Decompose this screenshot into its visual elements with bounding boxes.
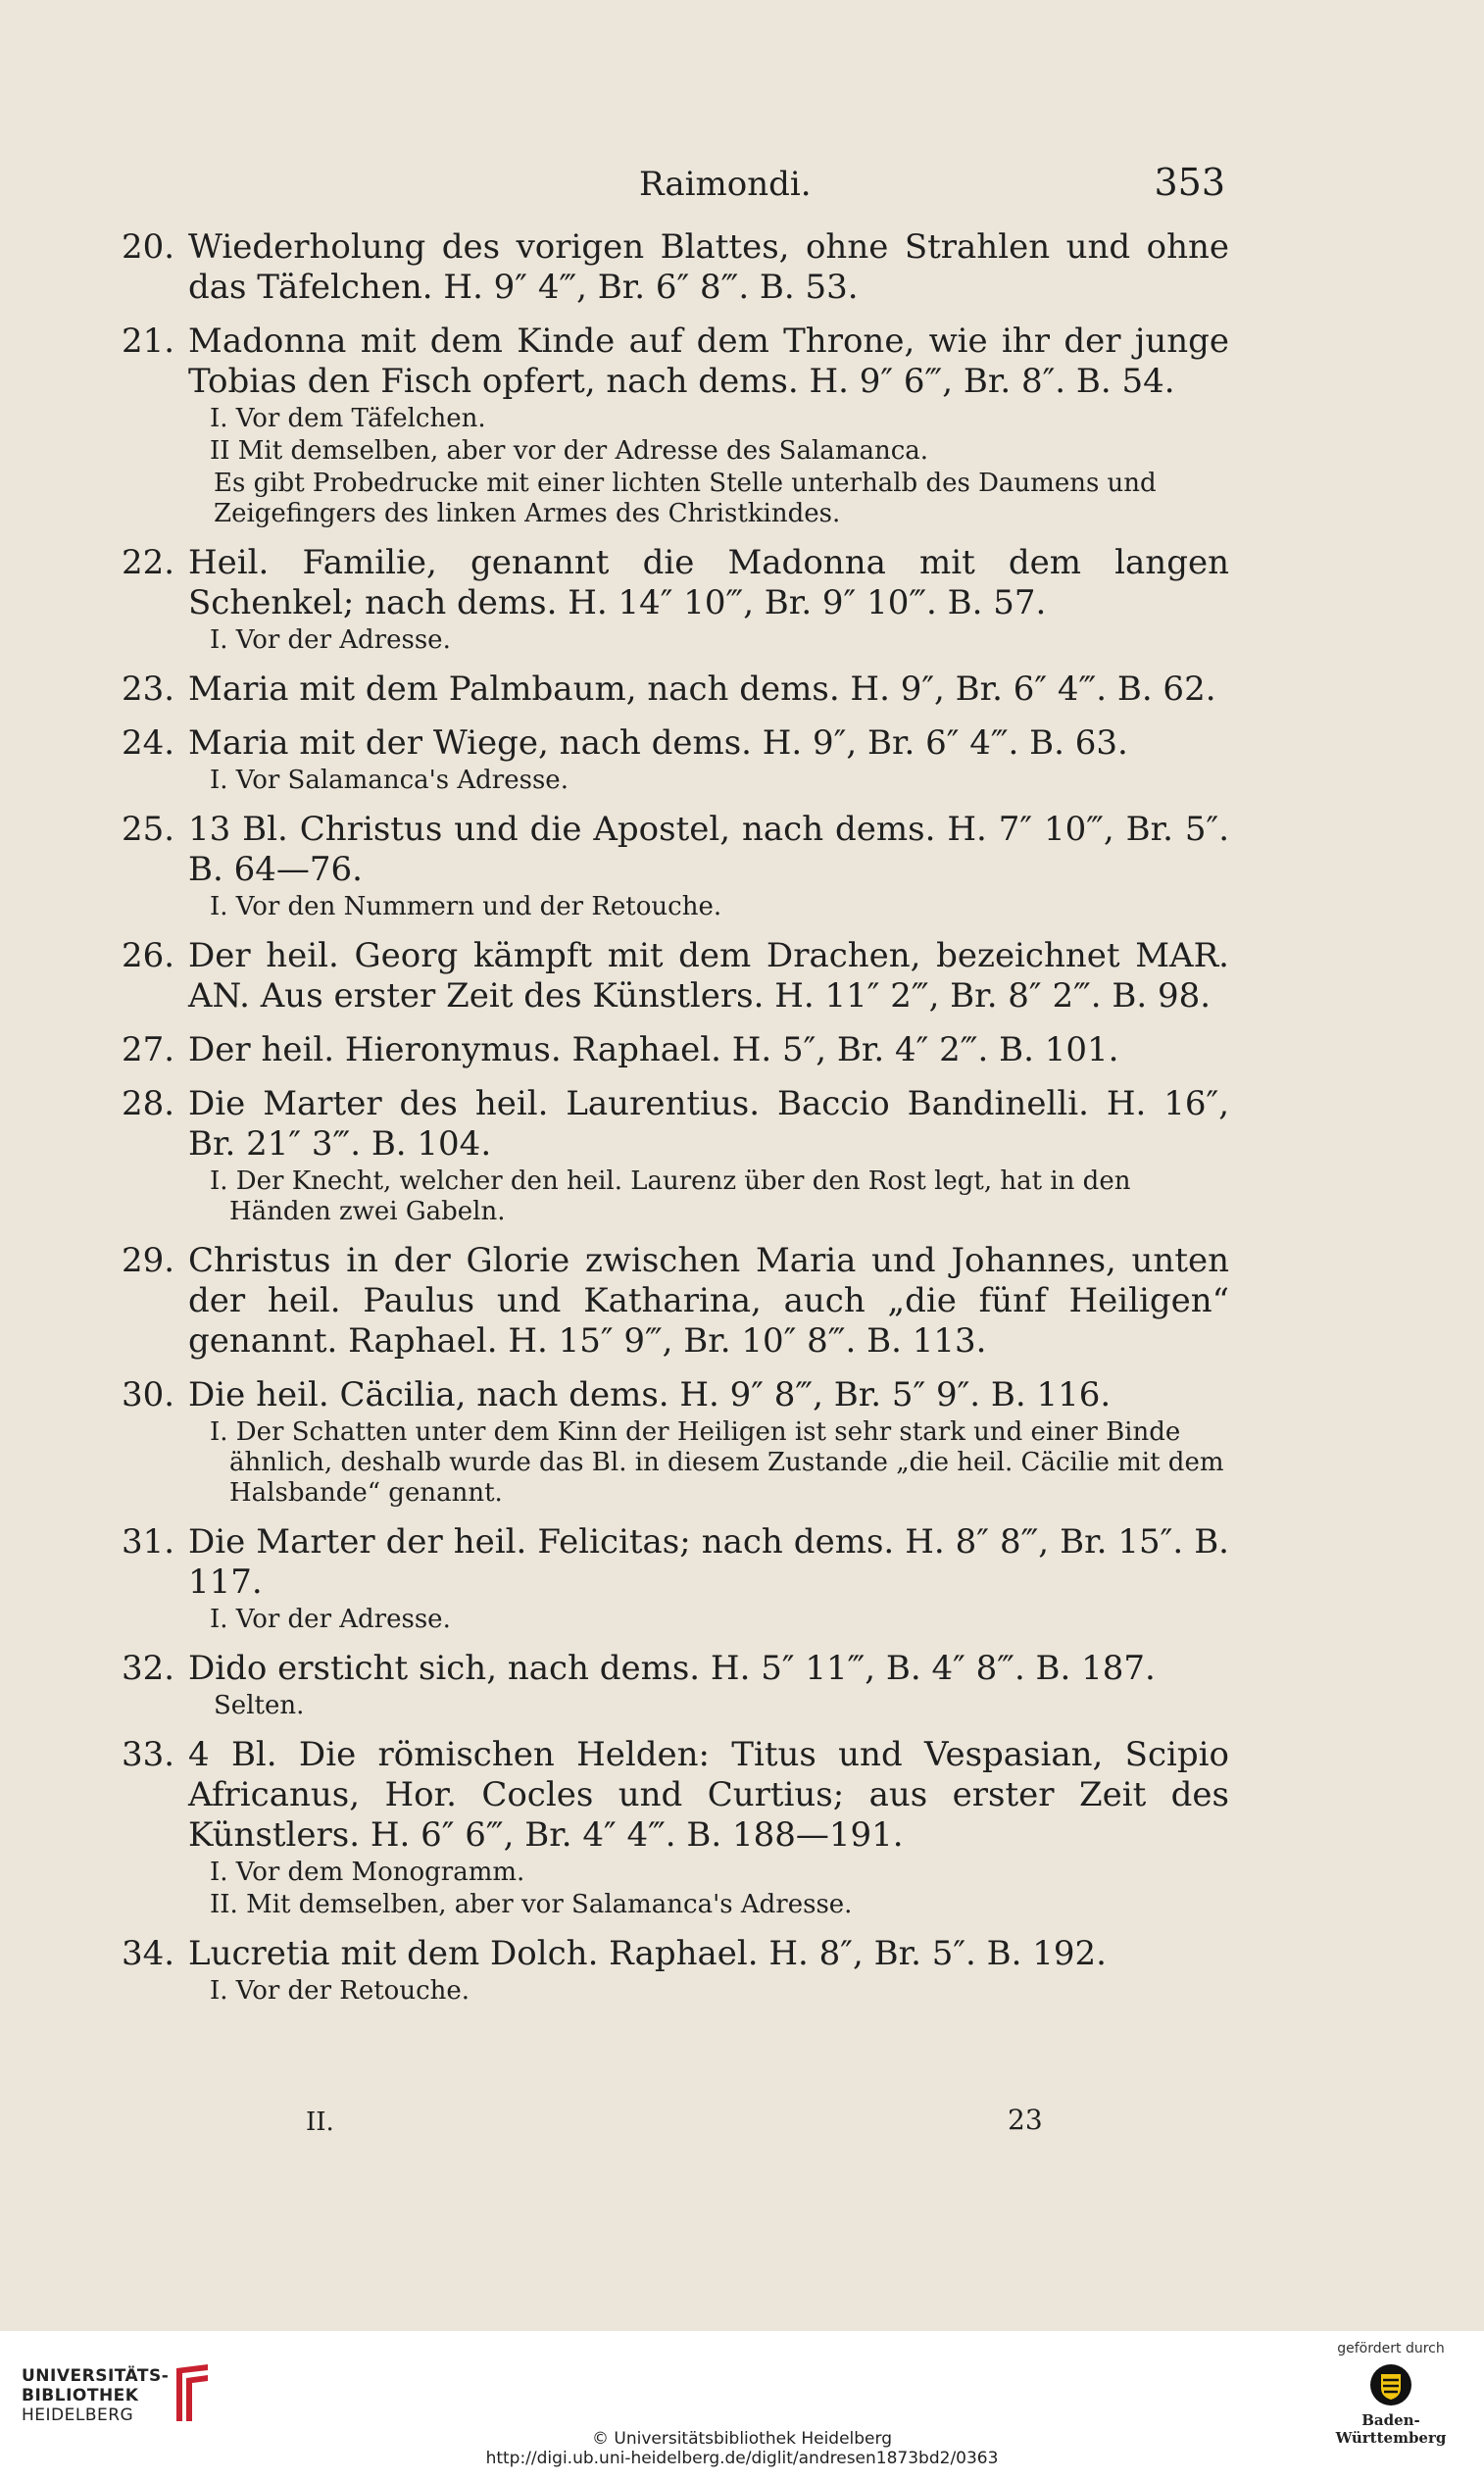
catalog-entry [122, 936, 1229, 1017]
page-header [0, 155, 1484, 214]
entry-note: Es gibt Probedrucke mit einer lichten Stelle unterhalb des Daumens und Zeigefingers des linken Armes des Christkindes. [214, 469, 1157, 528]
catalog-entry [122, 1030, 1229, 1070]
entry-description: Die heil. Cäcilia, nach dems. H. 9″ 8‴, Br. 5″ 9″. B. 116. [188, 1375, 1112, 1414]
entry-description: Die Marter der heil. Felicitas; nach dems. H. 8″ 8‴, Br. 15″. B. 117. [188, 1522, 1229, 1602]
baden-wuerttemberg-crest-icon [1368, 2362, 1413, 2407]
entry-number: 31. [122, 1522, 175, 1562]
catalog-entry [122, 322, 1229, 529]
entry-text [122, 1649, 1229, 1689]
entry-description: Wiederholung des vorigen Blattes, ohne Strahlen und ohne das Täfelchen. H. 9″ 4‴, Br. 6″ 8‴. B. 53. [188, 227, 1229, 307]
catalog-entry [122, 227, 1229, 308]
entry-number: 22. [122, 543, 175, 582]
entry-note: I. Vor der Adresse. [210, 625, 451, 655]
catalog-entries [122, 227, 1229, 2020]
library-name-line2: BIBLIOTHEK [22, 2386, 139, 2406]
entry-note: Selten. [214, 1691, 305, 1720]
entry-description: Dido ersticht sich, nach dems. H. 5″ 11‴, B. 4″ 8‴. B. 187. [188, 1649, 1156, 1688]
entry-note: I. Vor Salamanca's Adresse. [210, 766, 569, 795]
library-logo [22, 2366, 169, 2425]
entry-number: 24. [122, 723, 175, 763]
entry-text [122, 543, 1229, 623]
entry-text [122, 1735, 1229, 1856]
printer-signature: II. [306, 2108, 334, 2137]
entry-description: 13 Bl. Christus und die Apostel, nach dems. H. 7″ 10‴, Br. 5″. B. 64—76. [188, 810, 1229, 889]
copyright-block [0, 2429, 1484, 2468]
entry-number: 34. [122, 1934, 175, 1973]
entry-number: 27. [122, 1030, 175, 1069]
funding-label: gefördert durch [1337, 2341, 1445, 2356]
catalog-entry [122, 1649, 1229, 1721]
catalog-entry [122, 1934, 1229, 2007]
entry-text [122, 723, 1229, 764]
entry-note: I. Vor der Adresse. [210, 1605, 451, 1634]
library-mark-icon [173, 2360, 212, 2429]
funding-block [1317, 2341, 1464, 2447]
copyright-text: © Universitätsbibliothek Heidelberg [591, 2429, 892, 2449]
catalog-entry [122, 810, 1229, 922]
entry-text [122, 936, 1229, 1017]
funder-name: Baden-Württemberg [1335, 2411, 1447, 2447]
catalog-entry [122, 1084, 1229, 1227]
catalog-entry [122, 1241, 1229, 1362]
entry-number: 29. [122, 1241, 175, 1280]
entry-text [122, 1030, 1229, 1070]
library-name-line1: UNIVERSITÄTS- [22, 2366, 170, 2386]
entry-text [122, 670, 1229, 710]
entry-note: I. Der Knecht, welcher den heil. Laurenz über den Rost legt, hat in den Händen zwei Gabeln. [210, 1166, 1131, 1226]
entry-number: 21. [122, 322, 175, 361]
catalog-entry [122, 1522, 1229, 1635]
entry-description: Die Marter des heil. Laurentius. Baccio Bandinelli. H. 16″, Br. 21″ 3‴. B. 104. [188, 1084, 1229, 1164]
entry-text [122, 810, 1229, 890]
entry-description: Maria mit dem Palmbaum, nach dems. H. 9″, Br. 6″ 4‴. B. 62. [188, 670, 1216, 709]
entry-text [122, 1522, 1229, 1603]
entry-note: I. Vor dem Monogramm. [210, 1858, 525, 1887]
entry-number: 32. [122, 1649, 175, 1688]
entry-number: 26. [122, 936, 175, 975]
catalog-entry [122, 1375, 1229, 1509]
entry-number: 20. [122, 227, 175, 267]
entry-note: II Mit demselben, aber vor der Adresse des Salamanca. [210, 436, 929, 466]
library-name-line3: HEIDELBERG [22, 2406, 134, 2425]
entry-text [122, 1375, 1229, 1415]
entry-number: 30. [122, 1375, 175, 1414]
entry-description: Der heil. Georg kämpft mit dem Drachen, bezeichnet MAR. AN. Aus erster Zeit des Künstlers. H. 11″ 2‴, Br. 8″ 2‴. B. 98. [188, 936, 1229, 1016]
entry-text [122, 1241, 1229, 1362]
entry-number: 23. [122, 670, 175, 709]
running-title: Raimondi. [639, 165, 812, 204]
sheet-number: 23 [1008, 2104, 1043, 2136]
entry-note: II. Mit demselben, aber vor Salamanca's Adresse. [210, 1890, 853, 1919]
catalog-entry [122, 543, 1229, 656]
entry-description: Lucretia mit dem Dolch. Raphael. H. 8″, Br. 5″. B. 192. [188, 1934, 1107, 1973]
entry-number: 28. [122, 1084, 175, 1123]
catalog-entry [122, 723, 1229, 796]
page-number: 353 [1154, 161, 1225, 204]
entry-description: Heil. Familie, genannt die Madonna mit dem langen Schenkel; nach dems. H. 14″ 10‴, Br. 9″ 10‴. B. 57. [188, 543, 1229, 622]
catalog-entry [122, 1735, 1229, 1920]
entry-number: 33. [122, 1735, 175, 1774]
entry-description: Maria mit der Wiege, nach dems. H. 9″, Br. 6″ 4‴. B. 63. [188, 723, 1128, 763]
entry-note: I. Vor dem Täfelchen. [210, 404, 486, 433]
catalog-entry [122, 670, 1229, 710]
entry-number: 25. [122, 810, 175, 849]
source-url[interactable]: http://digi.ub.uni-heidelberg.de/diglit/andresen1873bd2/0363 [485, 2449, 999, 2468]
entry-description: Der heil. Hieronymus. Raphael. H. 5″, Br. 4″ 2‴. B. 101. [188, 1030, 1119, 1069]
footer [0, 2331, 1484, 2480]
entry-text [122, 227, 1229, 308]
entry-description: Madonna mit dem Kinde auf dem Throne, wie ihr der junge Tobias den Fisch opfert, nach dems. H. 9″ 6‴, Br. 8″. B. 54. [188, 322, 1229, 401]
entry-text [122, 1084, 1229, 1165]
entry-text [122, 1934, 1229, 1974]
entry-text [122, 322, 1229, 402]
entry-note: I. Vor der Retouche. [210, 1976, 470, 2006]
entry-description: Christus in der Glorie zwischen Maria und Johannes, unten der heil. Paulus und Katharina, auch „die fünf Heiligen“ genannt. Raphael. H. 15″ 9‴, Br. 10″ 8‴. B. 113. [188, 1241, 1229, 1361]
entry-description: 4 Bl. Die römischen Helden: Titus und Vespasian, Scipio Africanus, Hor. Cocles und Curtius; aus erster Zeit des Künstlers. H. 6″ 6‴, Br. 4″ 4‴. B. 188—191. [188, 1735, 1229, 1855]
entry-note: I. Der Schatten unter dem Kinn der Heiligen ist sehr stark und einer Binde ähnlich, deshalb wurde das Bl. in diesem Zustande „die heil. Cäcilie mit dem Halsbande“ genannt. [210, 1417, 1224, 1508]
entry-note: I. Vor den Nummern und der Retouche. [210, 892, 722, 921]
